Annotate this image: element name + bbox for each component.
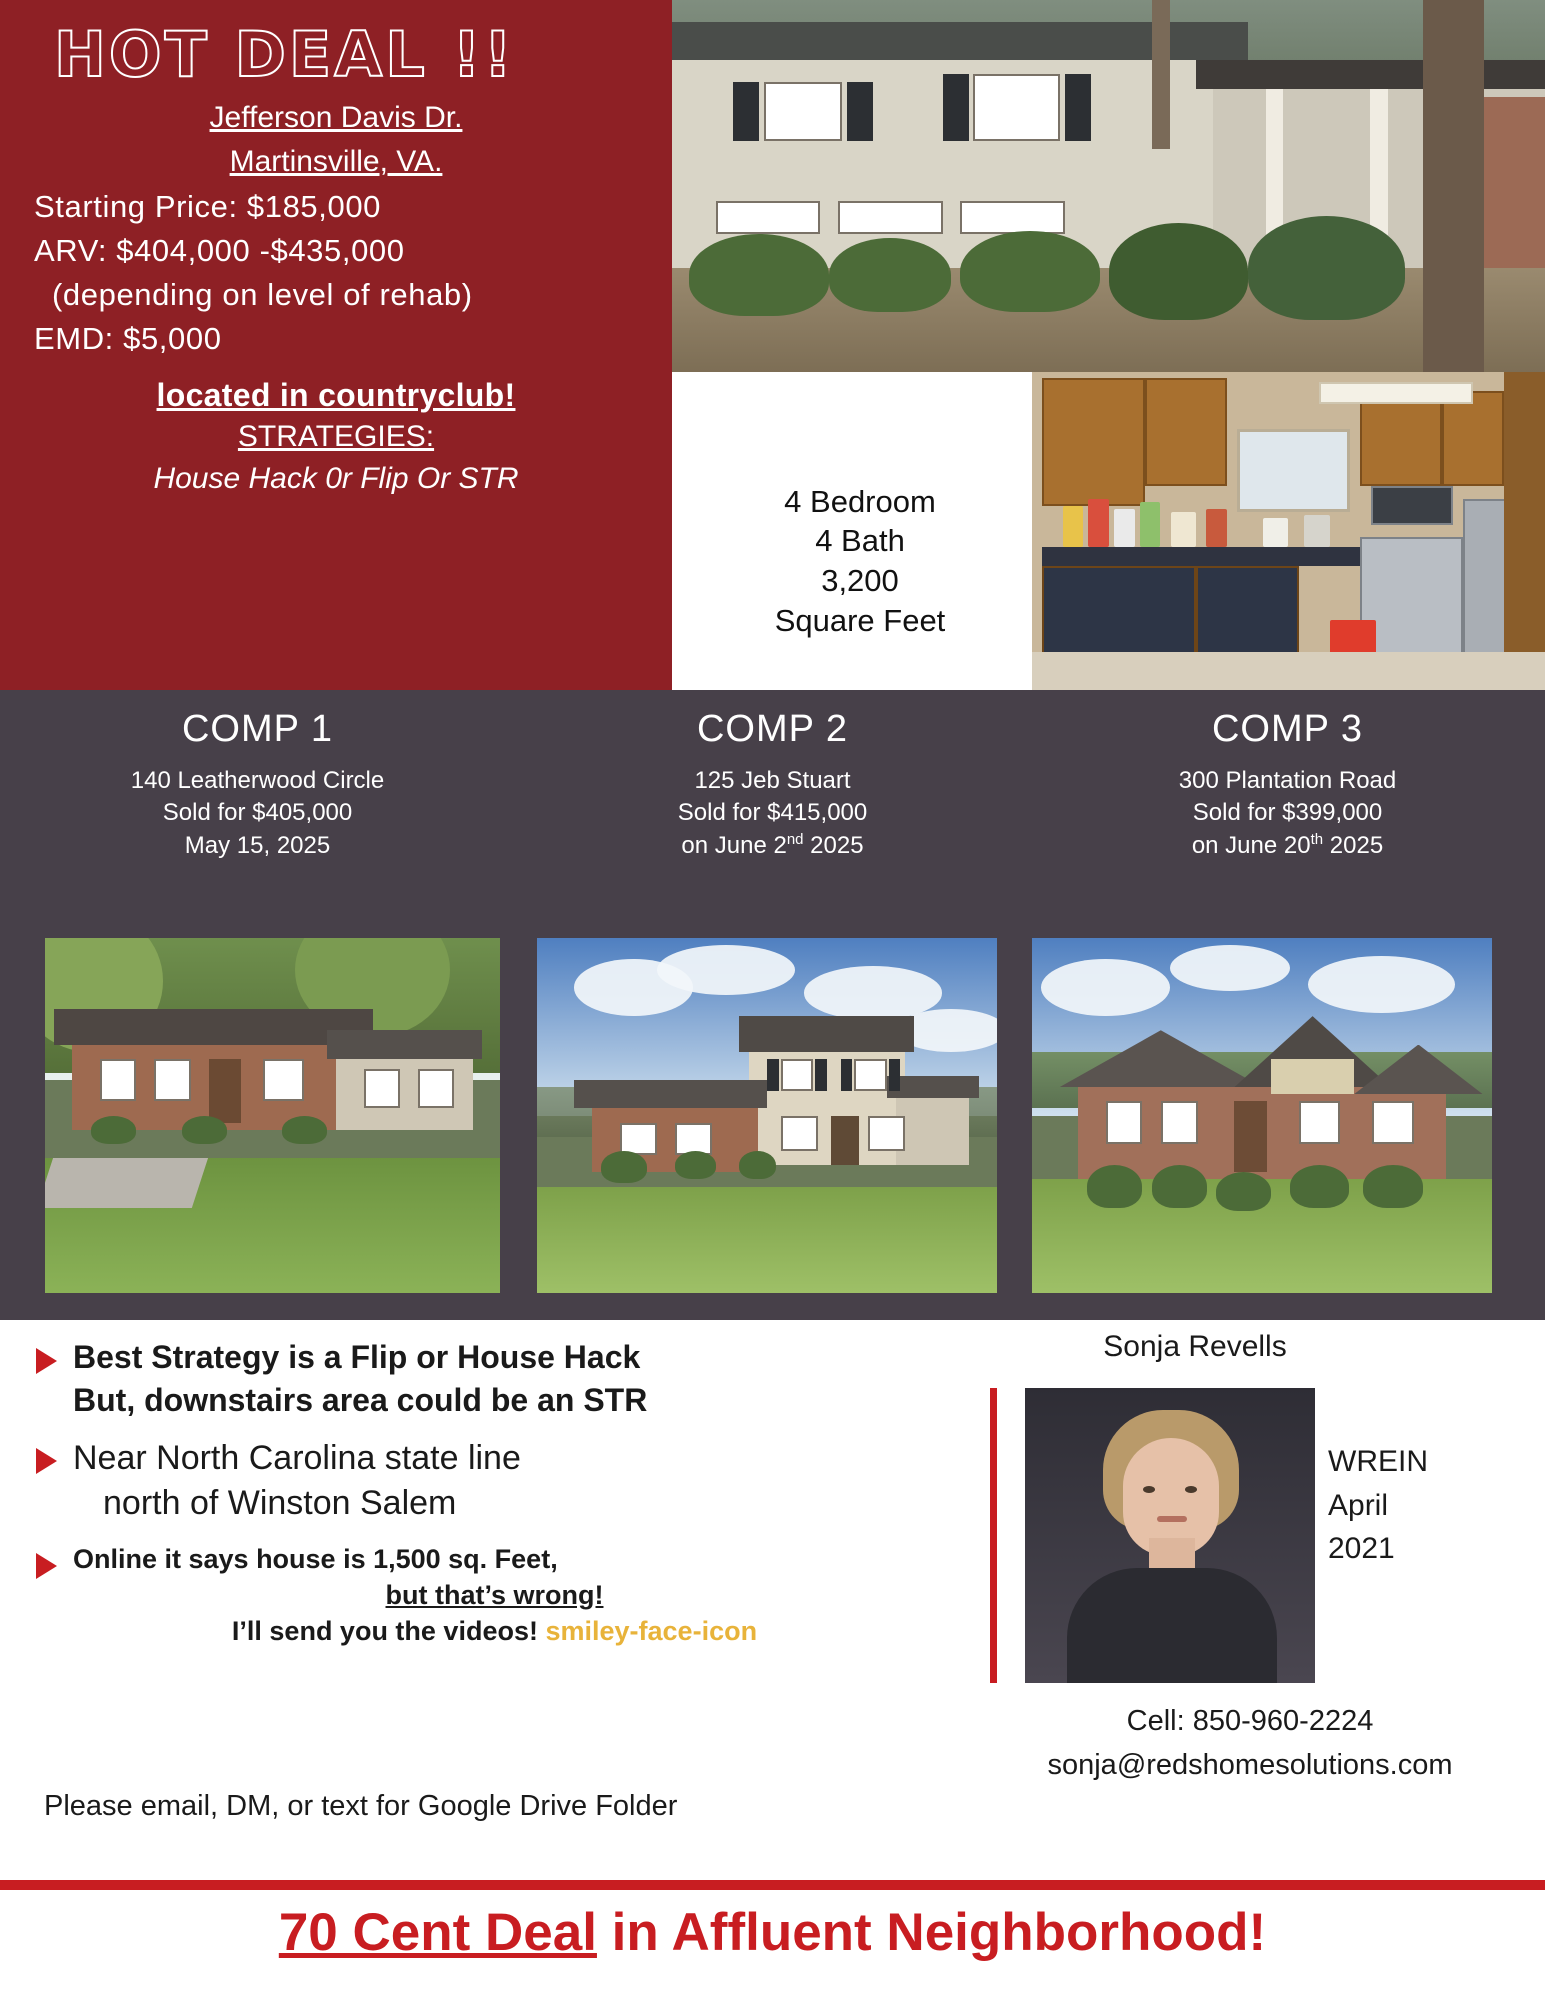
agent-name: Sonja Revells bbox=[1103, 1330, 1287, 1363]
bullet-3-text bbox=[73, 1541, 916, 1650]
comp-3-sold: Sold for $399,000 bbox=[1192, 799, 1383, 827]
bullet-2-line-1: Near North Carolina state line bbox=[73, 1438, 521, 1477]
triangle-right-icon bbox=[36, 1348, 57, 1374]
banner-divider bbox=[0, 1880, 1545, 1890]
comp-3-date: on June 20th 2025 bbox=[1191, 830, 1384, 859]
contact-instruction: Please email, DM, or text for Google Drive Folder bbox=[44, 1790, 678, 1822]
bullet-1-line-2: But, downstairs area could be an STR bbox=[73, 1381, 648, 1418]
arv-value: ARV: $404,000 -$435,000 bbox=[34, 233, 405, 269]
comp-2-sold: Sold for $415,000 bbox=[677, 799, 868, 827]
agent-card bbox=[980, 1320, 1540, 1880]
agent-year: 2021 bbox=[1328, 1532, 1395, 1565]
bullet-2-line-2: north of Winston Salem bbox=[103, 1484, 457, 1523]
banner-rest: in Affluent Neighborhood! bbox=[596, 1903, 1267, 1962]
agent-contact bbox=[960, 1700, 1540, 1787]
agent-email[interactable]: sonja@redshomesolutions.com bbox=[1047, 1748, 1453, 1781]
comp-column-2 bbox=[515, 690, 1030, 862]
subject-property-photo bbox=[672, 0, 1545, 372]
deal-info-panel bbox=[0, 0, 672, 690]
address-line-1: Jefferson Davis Dr. bbox=[209, 101, 463, 135]
comp-3-photo bbox=[1032, 938, 1492, 1293]
agent-phone[interactable]: Cell: 850-960-2224 bbox=[1126, 1705, 1374, 1737]
strategies-label: STRATEGIES: bbox=[237, 420, 435, 454]
comp-2-title: COMP 2 bbox=[696, 708, 848, 750]
comp-3-title: COMP 3 bbox=[1211, 708, 1363, 750]
banner-highlight: 70 Cent Deal bbox=[278, 1903, 597, 1962]
details-section bbox=[0, 1320, 1545, 1880]
comp-2-photo bbox=[537, 938, 997, 1293]
comp-2-date: on June 2nd 2025 bbox=[681, 830, 864, 859]
bullet-3-line-1: Online it says house is 1,500 sq. Feet, bbox=[73, 1543, 558, 1574]
hero-section bbox=[0, 0, 1545, 690]
bullet-3-line-2: but that’s wrong! bbox=[385, 1580, 604, 1611]
comp-1-date: May 15, 2025 bbox=[184, 831, 331, 859]
comp-column-1 bbox=[0, 690, 515, 862]
triangle-right-icon bbox=[36, 1448, 57, 1474]
bullet-item-1 bbox=[36, 1336, 916, 1422]
agent-affiliation bbox=[1328, 1440, 1528, 1571]
location-note: located in countryclub! bbox=[156, 377, 516, 414]
agent-accent-bar bbox=[990, 1388, 997, 1683]
comp-3-details bbox=[1030, 765, 1545, 862]
comp-column-3 bbox=[1030, 690, 1545, 862]
comp-1-title: COMP 1 bbox=[181, 708, 333, 750]
agent-month: April bbox=[1328, 1488, 1389, 1522]
comp-2-address: 125 Jeb Stuart bbox=[694, 767, 851, 794]
bottom-banner bbox=[0, 1880, 1545, 2000]
kitchen-photo bbox=[1032, 372, 1545, 690]
page-title: HOT DEAL !! bbox=[54, 18, 515, 91]
comp-1-sold: Sold for $405,000 bbox=[162, 799, 353, 827]
comp-3-address: 300 Plantation Road bbox=[1178, 767, 1397, 794]
agent-org: WREIN bbox=[1328, 1445, 1428, 1478]
emd-value: EMD: $5,000 bbox=[34, 321, 222, 357]
comparables-section bbox=[0, 690, 1545, 1320]
agent-avatar bbox=[1025, 1388, 1315, 1683]
starting-price: Starting Price: $185,000 bbox=[34, 189, 381, 225]
comp-1-address: 140 Leatherwood Circle bbox=[130, 767, 385, 794]
bullet-item-2 bbox=[36, 1436, 916, 1527]
spec-sqft-label: Square Feet bbox=[774, 602, 946, 638]
smiley-face-icon: smiley-face-icon bbox=[545, 1616, 758, 1647]
comp-1-details bbox=[0, 765, 515, 862]
comp-2-details bbox=[515, 765, 1030, 862]
arv-note: (depending on level of rehab) bbox=[52, 277, 473, 313]
bullet-2-text bbox=[73, 1436, 916, 1527]
property-specs-box bbox=[688, 432, 1032, 690]
banner-text bbox=[0, 1902, 1545, 1963]
bullet-item-3 bbox=[36, 1541, 916, 1650]
bullet-3-line-3-text: I’ll send you the videos! bbox=[231, 1616, 538, 1647]
strategies-value: House Hack 0r Flip Or STR bbox=[153, 462, 519, 496]
address-line-2: Martinsville, VA. bbox=[229, 145, 443, 179]
spec-bedrooms: 4 Bedroom bbox=[784, 483, 936, 519]
bullet-1-text bbox=[73, 1336, 916, 1422]
bullet-list bbox=[36, 1336, 916, 1663]
bullet-3-line-3 bbox=[73, 1613, 916, 1649]
triangle-right-icon bbox=[36, 1553, 57, 1579]
spec-baths: 4 Bath bbox=[815, 523, 905, 559]
spec-sqft-value: 3,200 bbox=[821, 563, 899, 598]
comp-1-photo bbox=[45, 938, 500, 1293]
bullet-1-line-1: Best Strategy is a Flip or House Hack bbox=[73, 1339, 641, 1375]
